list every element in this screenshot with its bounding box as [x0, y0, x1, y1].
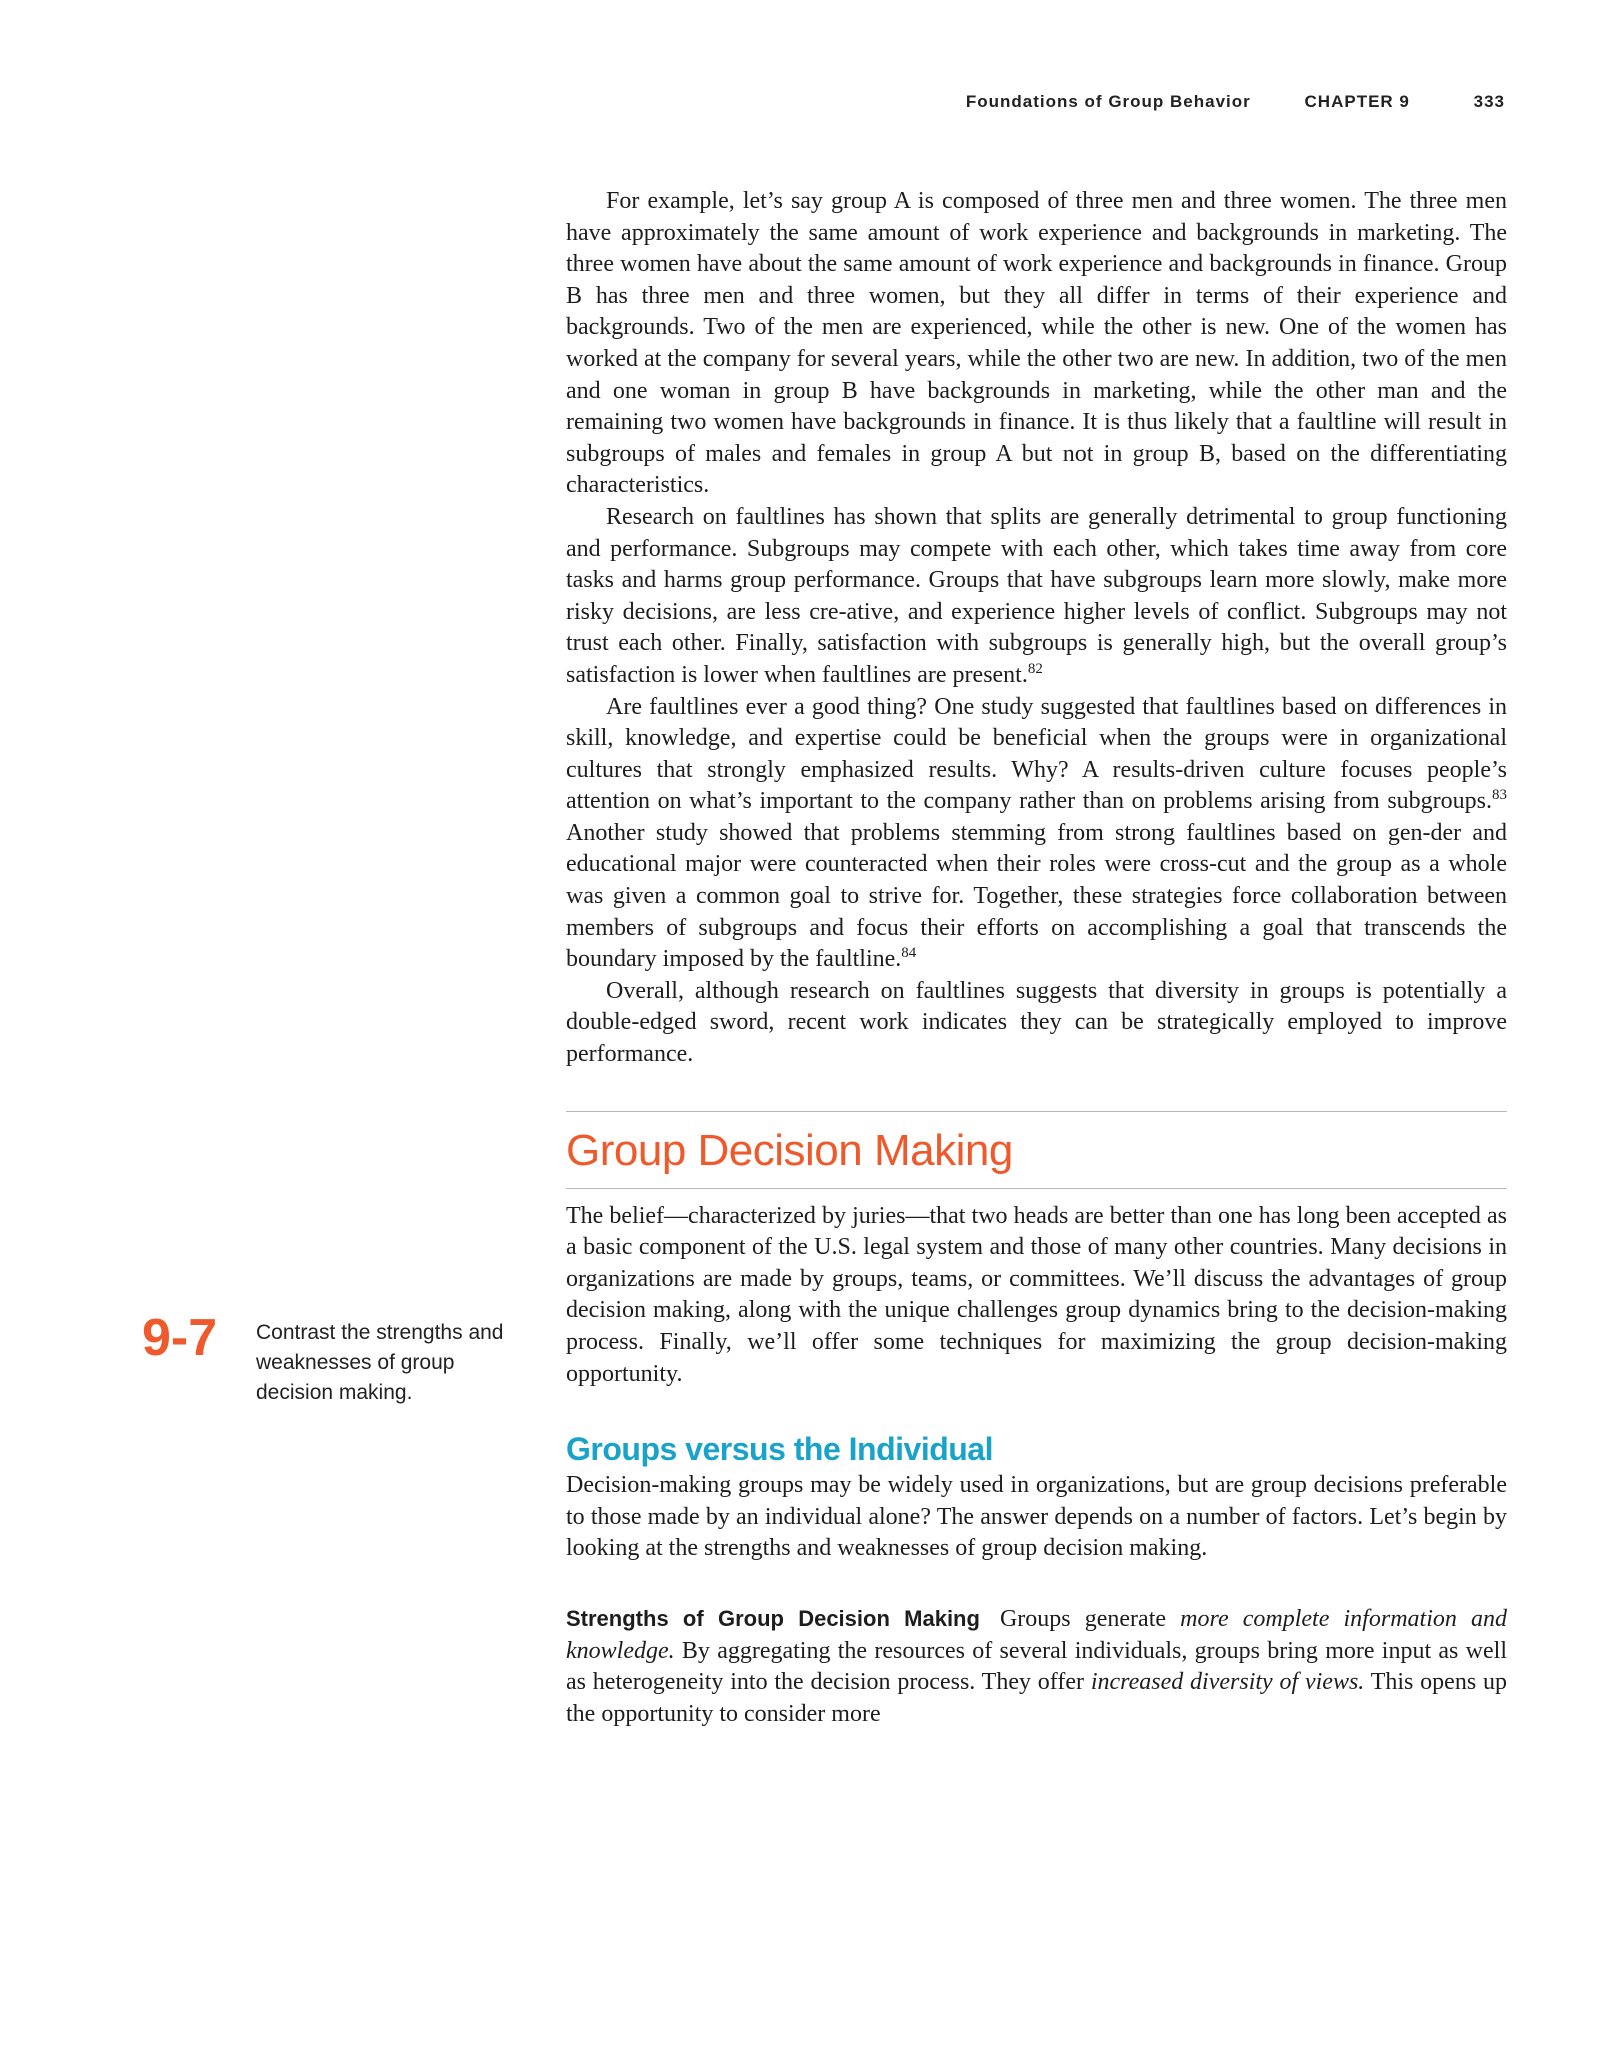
section-title: Group Decision Making	[566, 1125, 1013, 1175]
section-intro: The belief—characterized by juries—that two heads are better than one has long been accepted as a basic component of the U.S. legal system and those of many other countries. Many decisions in organizations are made by groups, teams, or committees. We’ll discuss the advantages of group decision making, along with the unique challenges group dynamics bring to the decision-making process. Finally, we’ll offer some techniques for maximizing the group decision-making opportunity.	[566, 1202, 1507, 1387]
strengths-text-1: Groups generate	[999, 1605, 1181, 1632]
paragraph-overall: Overall, although research on faultlines suggests that diversity in groups is potentially a double-edged sword, recent work indicates they can be strategically employed to improve performance.	[566, 977, 1507, 1068]
page-number: 333	[1473, 92, 1505, 111]
paragraph-good-thing	[566, 692, 1507, 976]
section-rule-bottom	[566, 1188, 1507, 1189]
header-title: Foundations of Group Behavior	[965, 92, 1251, 111]
footnote-84: 84	[901, 945, 917, 962]
subsection-title: Groups versus the Individual	[566, 1431, 993, 1468]
strengths-paragraph	[566, 1603, 1507, 1730]
paragraph-research-text: Research on faultlines has shown that splits are generally detrimental to group functioning and performance. Subgroups may compete with each other, which takes time away from core tasks and harms group performance. Groups that have subgroups learn more slowly, make more risky decisions, are less cre-ative, and experience higher levels of conflict. Subgroups may not trust each other. Finally, satisfaction with subgroups is generally high, but the overall group’s satisfaction is lower when faultlines are present.	[566, 503, 1507, 688]
paragraph-good-thing-text: Are faultlines ever a good thing? One study suggested that faultlines based on differences in skill, knowledge, and expertise could be beneficial when the groups were in organizational cultures that strongly emphasized results. Why? A results-driven culture focuses people’s attention on what’s important to the company rather than on problems arising from subgroups.	[566, 693, 1507, 815]
learning-objective-number: 9-7	[142, 1309, 218, 1367]
subsection-body: Decision-making groups may be widely used in organizations, but are group decisions preferable to those made by an individual alone? The answer depends on a number of factors. Let’s begin by looking at the strengths and weaknesses of group decision making.	[566, 1472, 1507, 1562]
learning-objective-text: Contrast the strengths and weaknesses of group decision making.	[256, 1321, 504, 1404]
strengths-emphasis-1: more complete information and knowledge.	[566, 1605, 1508, 1664]
footnote-82: 82	[1027, 660, 1043, 677]
section-rule-top	[566, 1111, 1507, 1112]
paragraph-research	[566, 502, 1507, 692]
footnote-83: 83	[1492, 787, 1507, 804]
header-chapter: CHAPTER 9	[1304, 92, 1410, 111]
strengths-heading: Strengths of Group Decision Making	[566, 1605, 980, 1631]
body-text	[566, 186, 1507, 1730]
paragraph-example: For example, let’s say group A is composed of three men and three women. The three men have approximately the same amount of work experience and backgrounds in marketing. The three women have about the same amount of work experience and backgrounds in finance. Group B has three men and three women, but they all differ in terms of their experience and backgrounds. Two of the men are experienced, while the other is new. One of the women has worked at the company for several years, while the other two are new. In addition, two of the men and one woman in group B have backgrounds in marketing, while the other man and the remaining two women have backgrounds in finance. It is thus likely that a faultline will result in subgroups of males and females in group A but not in group B, based on the differentiating characteristics.	[566, 188, 1507, 499]
strengths-text-2: By aggregating the resources of several individuals, groups bring more input as well as heterogeneity into the decision process. They offer	[566, 1637, 1507, 1696]
strengths-emphasis-2: increased diversity of views.	[1090, 1669, 1365, 1696]
paragraph-another-study-text: Another study showed that problems stemming from strong faultlines based on gen-der and educational major were counteracted when their roles were cross-cut and the group as a whole was given a common goal to strive for. Together, these strategies force collaboration between members of subgroups and focus their efforts on accomplishing a goal that transcends the boundary imposed by the faultline.	[566, 819, 1507, 973]
strengths-text-3: This opens up the opportunity to consider more	[566, 1669, 1507, 1727]
running-header	[966, 92, 1505, 112]
